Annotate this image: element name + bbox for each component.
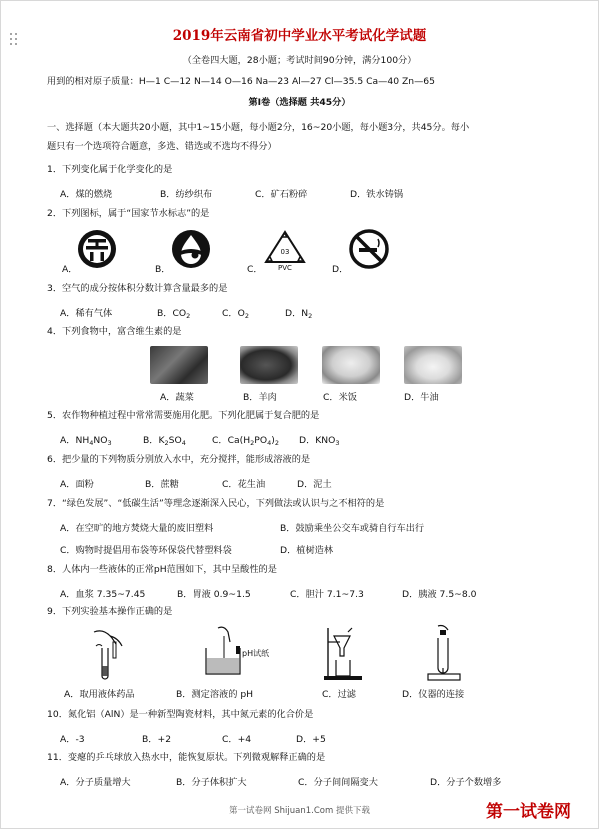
- q1-option-c: C．矿石粉碎: [255, 189, 308, 200]
- question-7-stem: 7．“绿色发展”、“低碳生活”等理念逐渐深入民心，下列做法或认识与之不相符的是: [47, 498, 385, 509]
- q6-option-a: A．面粉: [60, 479, 94, 490]
- q7-option-c: C．购物时提倡用布袋等环保袋代替塑料袋: [60, 545, 232, 556]
- question-2-stem: 2．下列图标，属于“国家节水标志”的是: [47, 208, 210, 219]
- page-footer: 第一试卷网 Shijuan1.Com 提供下载: [229, 806, 370, 816]
- rice-bowl-photo: [322, 346, 380, 384]
- china-energy-label-icon: [76, 228, 118, 270]
- vegetables-photo: [150, 346, 208, 384]
- q1-option-b: B．纺纱织布: [160, 189, 213, 200]
- recycle-label: PVC: [278, 264, 292, 272]
- q6-option-b: B．蔗糖: [145, 479, 179, 490]
- q1-option-a: A．煤的燃烧: [60, 189, 113, 200]
- instructions-line-2: 题只有一个选项符合题意，多选、错选或不选均不得分）: [47, 141, 277, 152]
- q8-option-d: D．胰液 7.5~8.0: [402, 589, 477, 600]
- q8-option-a: A．血浆 7.35~7.45: [60, 589, 146, 600]
- q4-option-d: D．牛油: [404, 392, 439, 403]
- q2-option-d: D．: [332, 264, 349, 275]
- q7-option-a: A．在空旷的地方焚烧大量的废旧塑料: [60, 523, 214, 534]
- question-1-stem: 1．下列变化属于化学变化的是: [47, 164, 173, 175]
- q7-option-d: D．植树造林: [280, 545, 334, 556]
- q2-option-b: B．: [155, 264, 171, 275]
- atomic-masses: 用到的相对原子质量：H—1 C—12 N—14 O—16 Na—23 Al—27 Cl—35.5 Ca—40 Zn—65: [47, 76, 435, 87]
- question-8-stem: 8．人体内一些液体的正常pH范围如下，其中呈酸性的是: [47, 564, 277, 575]
- question-3-stem: 3．空气的成分按体积分数计算含量最多的是: [47, 283, 228, 294]
- q4-option-a: A．蔬菜: [160, 392, 194, 403]
- recycle-pvc-icon: [262, 228, 308, 272]
- q3-option-b: B．$CO_2$: [157, 308, 191, 320]
- q11-option-d: D．分子个数增多: [430, 777, 502, 788]
- q9-option-d: D．仪器的连接: [402, 689, 465, 700]
- q11-option-c: C．分子间间隔变大: [298, 777, 378, 788]
- q11-option-a: A．分子质量增大: [60, 777, 131, 788]
- q8-option-c: C．胆汁 7.1~7.3: [290, 589, 364, 600]
- question-10-stem: 10．氮化铝（AlN）是一种新型陶瓷材料，其中氮元素的化合价是: [47, 709, 314, 720]
- q10-option-a: A．-3: [60, 734, 85, 745]
- q6-option-d: D．泥土: [297, 479, 332, 490]
- recycle-number: 03: [280, 248, 290, 256]
- q7-option-b: B．鼓励乘坐公交车或骑自行车出行: [280, 523, 425, 534]
- q2-option-c: C．: [247, 264, 263, 275]
- question-4-stem: 4．下列食物中，富含维生素的是: [47, 326, 182, 337]
- q9-option-b: B．测定溶液的 pH: [176, 689, 254, 700]
- q10-option-b: B．+2: [142, 734, 172, 745]
- q3-option-c: C．$O_2$: [222, 308, 249, 320]
- q5-option-b: B．$K_2SO_4$: [143, 435, 186, 447]
- q1-option-d: D．铁水铸锅: [350, 189, 404, 200]
- ph-paper-label: pH试纸: [242, 649, 270, 658]
- butter-photo: [404, 346, 462, 384]
- exam-subtitle: （全卷四大题，28小题；考试时间90分钟，满分100分）: [182, 55, 417, 66]
- dropper-test-tube-figure: [88, 626, 136, 682]
- question-11-stem: 11．变瘪的乒乓球放入热水中，能恢复原状。下列微观解释正确的是: [47, 752, 326, 763]
- mutton-photo: [240, 346, 298, 384]
- question-5-stem: 5．农作物种植过程中常常需要施用化肥。下列化肥属于复合肥的是: [47, 410, 320, 421]
- section-heading: 第Ⅰ卷（选择题 共45分）: [248, 97, 351, 108]
- q10-option-c: C．+4: [222, 734, 252, 745]
- q5-option-c: C．$Ca(H_2PO_4)_2$: [212, 435, 279, 447]
- q5-option-d: D．$KNO_3$: [299, 435, 340, 447]
- apparatus-connection-figure: [424, 624, 464, 682]
- filtration-figure: [322, 624, 366, 682]
- no-smoking-icon: [348, 228, 390, 270]
- site-watermark: 第一试卷网: [486, 802, 571, 822]
- q10-option-d: D．+5: [296, 734, 326, 745]
- q3-option-d: D．$N_2$: [285, 308, 313, 320]
- q4-option-b: B．羊肉: [243, 392, 277, 403]
- q8-option-b: B．胃液 0.9~1.5: [177, 589, 251, 600]
- q2-option-a: A．: [62, 264, 78, 275]
- q9-option-c: C．过滤: [322, 689, 356, 700]
- q6-option-c: C．花生油: [222, 479, 266, 490]
- question-9-stem: 9．下列实验基本操作正确的是: [47, 606, 173, 617]
- question-6-stem: 6．把少量的下列物质分别放入水中，充分搅拌，能形成溶液的是: [47, 454, 311, 465]
- q5-option-a: A．$NH_4NO_3$: [60, 435, 112, 447]
- q3-option-a: A．稀有气体: [60, 308, 113, 319]
- q9-option-a: A．取用液体药品: [64, 689, 135, 700]
- q4-option-c: C．米饭: [323, 392, 357, 403]
- water-saving-icon: [170, 228, 212, 270]
- q11-option-b: B．分子体积扩大: [176, 777, 247, 788]
- exam-title: 2019年云南省初中学业水平考试化学试题: [172, 28, 427, 44]
- instructions-line-1: 一、选择题（本大题共20小题，其中1~15小题，每小题2分，16~20小题，每小题3分，共45分。每小: [47, 122, 470, 133]
